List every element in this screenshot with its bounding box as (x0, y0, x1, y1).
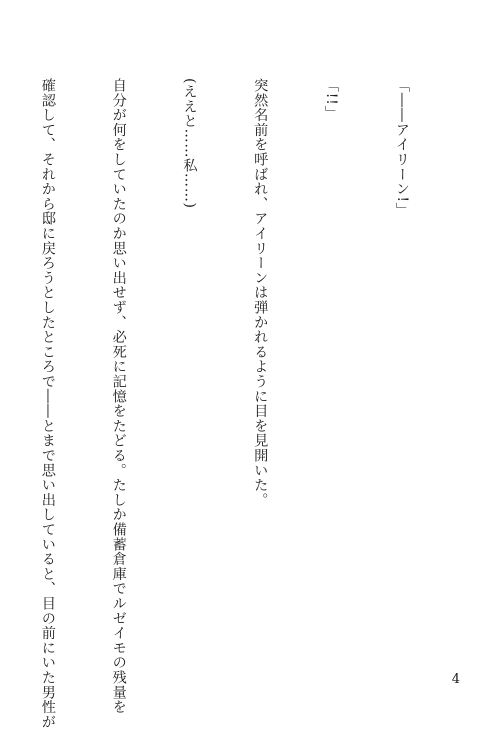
text-line: 確認して、それから邸に戻ろうとしたところで――とまで思い出していると、目の前にいた男性が (39, 78, 56, 729)
text-line: 自分が何をしていたのか思い出せず、必死に記憶をたどる。たしか備蓄倉庫でルゼイモの残量を (110, 78, 127, 715)
page-number: 4 (451, 672, 460, 687)
text-line: (ええと……私……) (181, 78, 198, 209)
text-line: 突然名前を呼ばれ、アイリーンは弾かれるように目を見開いた。 (252, 78, 269, 508)
text-line: 「!!」 (323, 78, 340, 121)
novel-text-block (39, 78, 460, 729)
text-line: 「――アイリーン!」 (393, 78, 410, 218)
